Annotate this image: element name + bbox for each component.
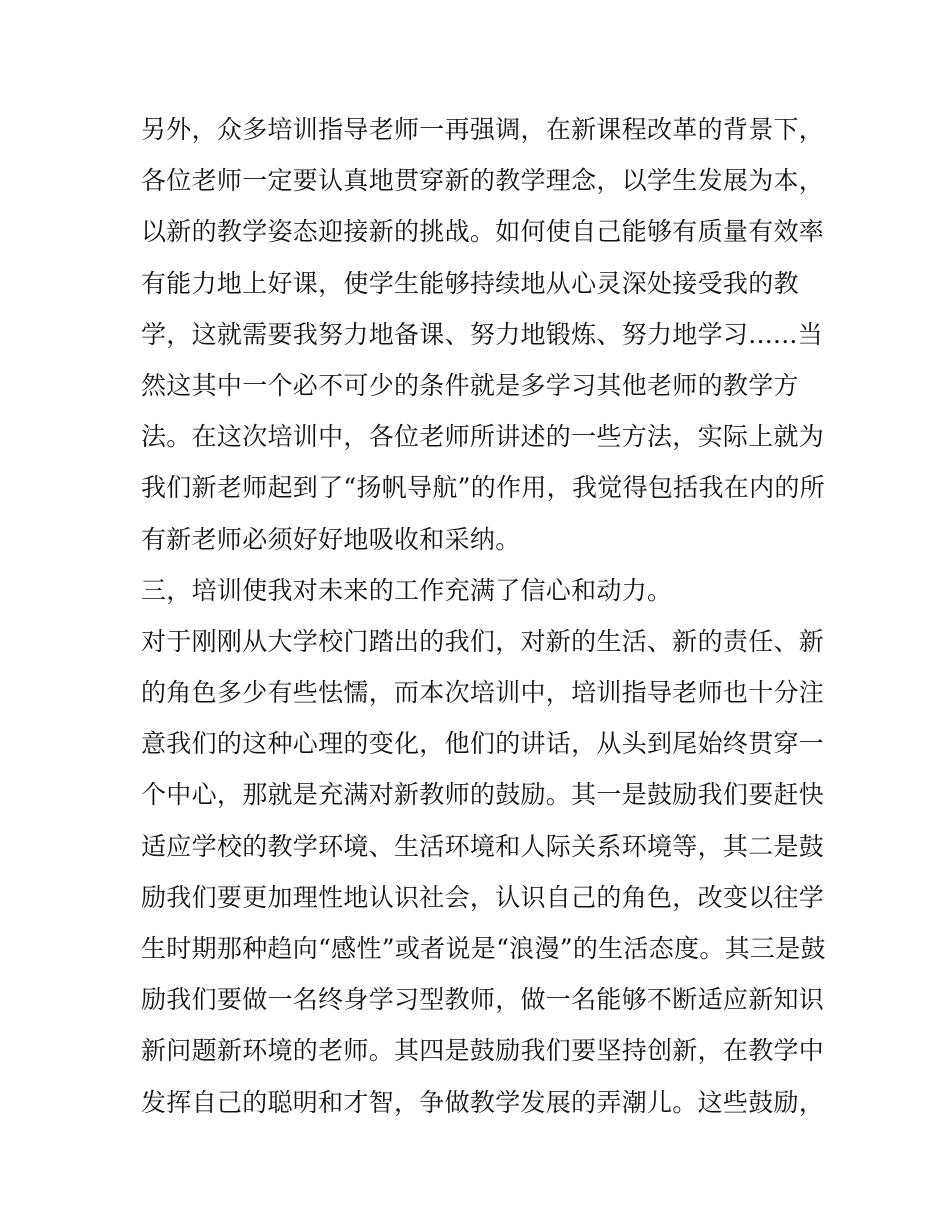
text-line: 我们新老师起到了“扬帆导航”的作用，我觉得包括我在内的所 [141,473,825,503]
text-line: 个中心，那就是充满对新教师的鼓励。其一是鼓励我们要赶快 [141,780,825,810]
text-line: 的角色多少有些怯懦，而本次培训中，培训指导老师也十分注 [141,678,825,708]
text-line: 然这其中一个必不可少的条件就是多学习其他老师的教学方 [141,370,799,400]
section-heading: 三，培训使我对未来的工作充满了信心和动力。 [141,575,673,605]
text-line: 意我们的这种心理的变化，他们的讲话，从头到尾始终贯穿一 [141,729,825,759]
text-line: 另外，众多培训指导老师一再强调，在新课程改革的背景下， [141,115,825,144]
text-line: 有新老师必须好好地吸收和采纳。 [141,524,521,554]
text-line: 适应学校的教学环境、生活环境和人际关系环境等，其二是鼓 [141,831,825,861]
text-line: 新问题新环境的老师。其四是鼓励我们要坚持创新，在教学中 [141,1036,825,1066]
body-text [141,104,826,1128]
text-line: 以新的教学姿态迎接新的挑战。如何使自己能够有质量有效率 [141,217,825,247]
text-line: 励我们要做一名终身学习型教师，做一名能够不断适应新知识 [141,985,825,1015]
text-line: 各位老师一定要认真地贯穿新的教学理念，以学生发展为本， [141,166,825,196]
text-line: 有能力地上好课，使学生能够持续地从心灵深处接受我的教 [141,268,799,298]
text-line: 学，这就需要我努力地备课、努力地锻炼、努力地学习......当 [141,319,823,349]
text-line: 对于刚刚从大学校门踏出的我们，对新的生活、新的责任、新 [141,626,825,656]
text-line: 励我们要更加理性地认识社会，认识自己的角色，改变以往学 [141,882,825,912]
text-line: 发挥自己的聪明和才智，争做教学发展的弄潮儿。这些鼓励， [141,1087,825,1117]
text-line: 生时期那种趋向“感性”或者说是“浪漫”的生活态度。其三是鼓 [141,934,826,963]
text-line: 法。在这次培训中，各位老师所讲述的一些方法，实际上就为 [141,422,825,452]
